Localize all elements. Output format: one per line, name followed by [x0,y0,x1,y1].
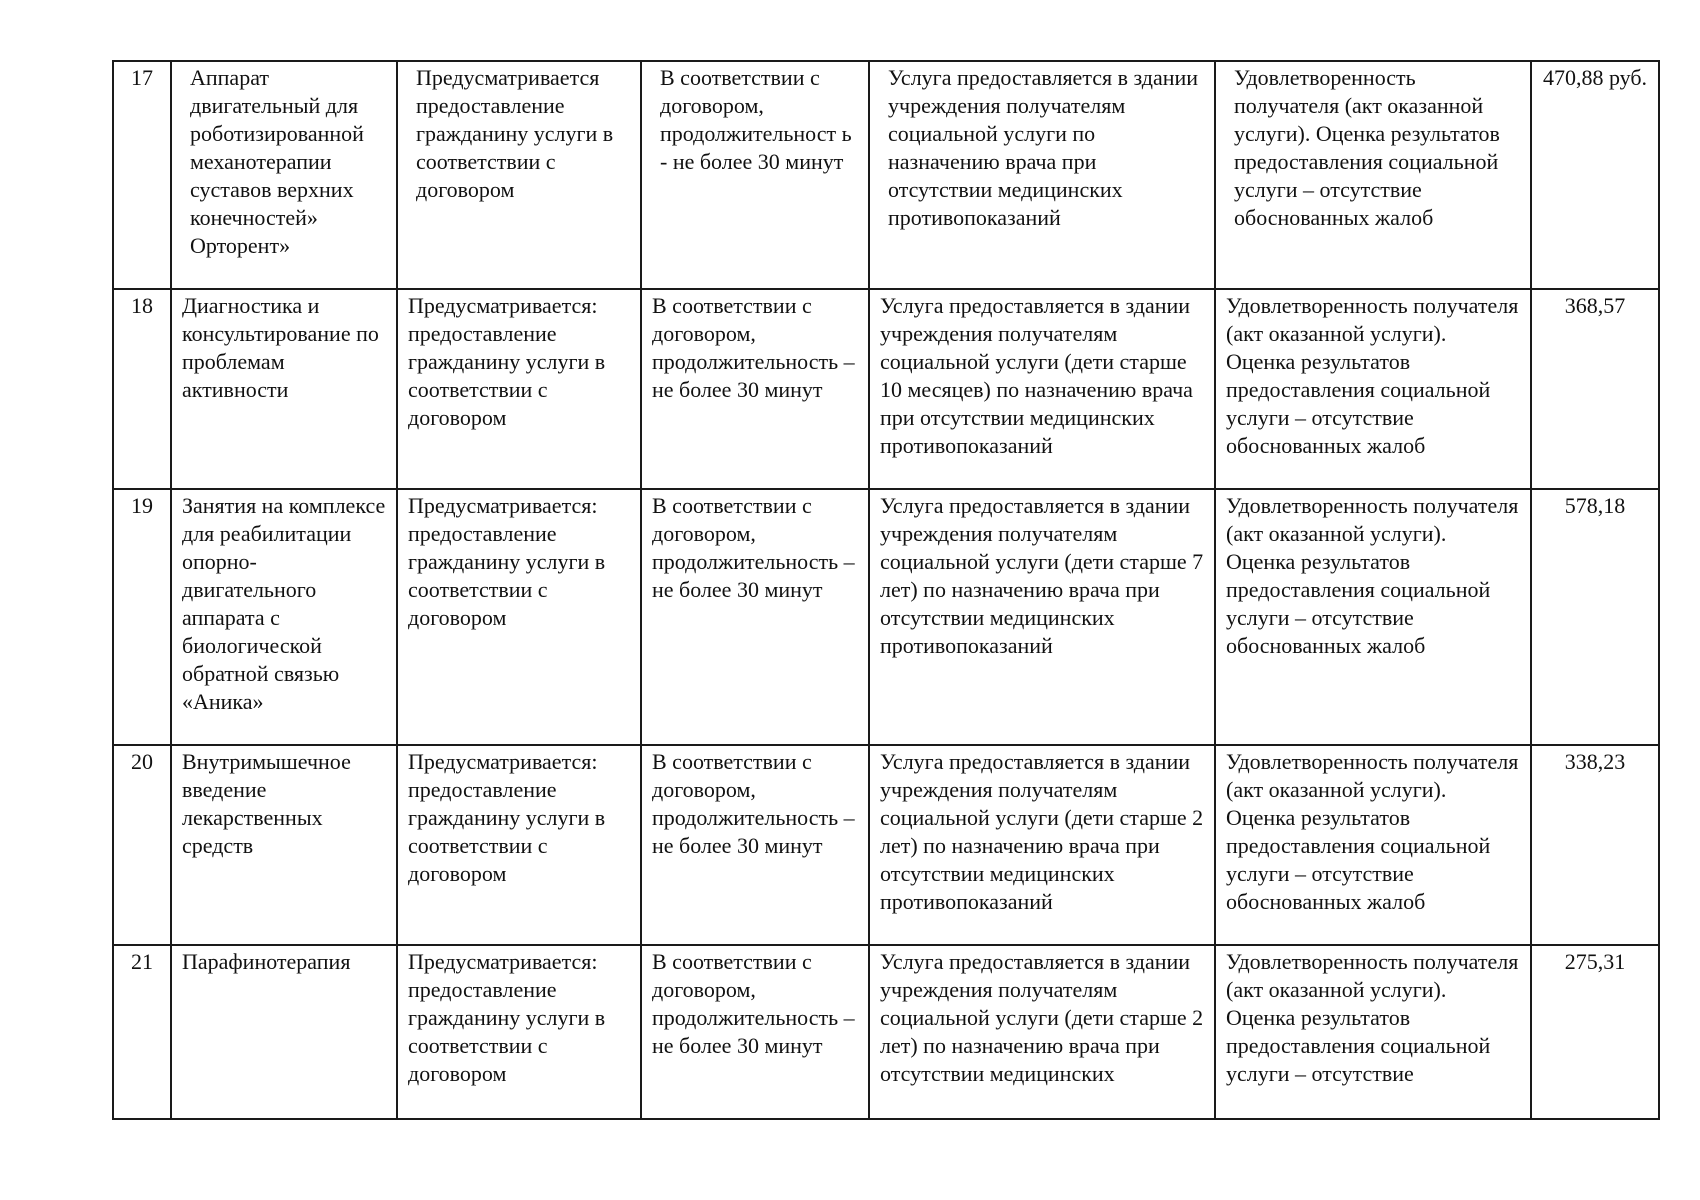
service-price: 275,31 [1531,945,1659,1119]
row-number: 18 [113,289,171,489]
table-row [113,489,1659,745]
table-row [113,289,1659,489]
row-number: 19 [113,489,171,745]
table-row [113,745,1659,945]
services-table [112,60,1660,1120]
service-name: Аппарат двигательный для роботизированной механотерапии суставов верхних конечностей» Орторент» [171,61,397,289]
service-name: Занятия на комплексе для реабилитации опорно-двигательного аппарата с биологической обратной связью «Аника» [171,489,397,745]
service-price: 368,57 [1531,289,1659,489]
service-quality: Удовлетворенность получателя (акт оказанной услуги). Оценка результатов предоставления социальной услуги – отсутствие [1215,945,1531,1119]
service-name: Диагностика и консультирование по проблемам активности [171,289,397,489]
service-provision: Предусматривается: предоставление гражданину услуги в соответствии с договором [397,745,641,945]
service-terms: В соответствии с договором, продолжительность – не более 30 минут [641,745,869,945]
service-conditions: Услуга предоставляется в здании учреждения получателям социальной услуги (дети старше 2 лет) по назначению врача при отсутствии медицинских противопоказаний [869,745,1215,945]
service-conditions: Услуга предоставляется в здании учреждения получателям социальной услуги (дети старше 10 месяцев) по назначению врача при отсутствии медицинских противопоказаний [869,289,1215,489]
service-provision: Предусматривается: предоставление гражданину услуги в соответствии с договором [397,489,641,745]
service-terms: В соответствии с договором, продолжительность – не более 30 минут [641,489,869,745]
service-price: 470,88 руб. [1531,61,1659,289]
service-quality: Удовлетворенность получателя (акт оказанной услуги). Оценка результатов предоставления социальной услуги – отсутствие обоснованных жалоб [1215,289,1531,489]
service-provision: Предусматривается: предоставление гражданину услуги в соответствии с договором [397,289,641,489]
service-conditions: Услуга предоставляется в здании учреждения получателям социальной услуги (дети старше 7 лет) по назначению врача при отсутствии медицинских противопоказаний [869,489,1215,745]
service-conditions: Услуга предоставляется в здании учреждения получателям социальной услуги по назначению врача при отсутствии медицинских противопоказаний [869,61,1215,289]
service-name: Внутримышечное введение лекарственных средств [171,745,397,945]
service-quality: Удовлетворенность получателя (акт оказанной услуги). Оценка результатов предоставления социальной услуги – отсутствие обоснованных жалоб [1215,745,1531,945]
service-conditions: Услуга предоставляется в здании учреждения получателям социальной услуги (дети старше 2 лет) по назначению врача при отсутствии медицинских [869,945,1215,1119]
service-price: 338,23 [1531,745,1659,945]
table-row [113,945,1659,1119]
service-terms: В соответствии с договором, продолжительность – не более 30 минут [641,945,869,1119]
service-provision: Предусматривается предоставление гражданину услуги в соответствии с договором [397,61,641,289]
row-number: 17 [113,61,171,289]
table-row [113,61,1659,289]
service-quality: Удовлетворенность получателя (акт оказанной услуги). Оценка результатов предоставления социальной услуги – отсутствие обоснованных жалоб [1215,61,1531,289]
row-number: 20 [113,745,171,945]
service-provision: Предусматривается: предоставление гражданину услуги в соответствии с договором [397,945,641,1119]
service-quality: Удовлетворенность получателя (акт оказанной услуги). Оценка результатов предоставления социальной услуги – отсутствие обоснованных жалоб [1215,489,1531,745]
row-number: 21 [113,945,171,1119]
service-name: Парафинотерапия [171,945,397,1119]
service-terms: В соответствии с договором, продолжительност ь - не более 30 минут [641,61,869,289]
service-price: 578,18 [1531,489,1659,745]
service-terms: В соответствии с договором, продолжительность – не более 30 минут [641,289,869,489]
